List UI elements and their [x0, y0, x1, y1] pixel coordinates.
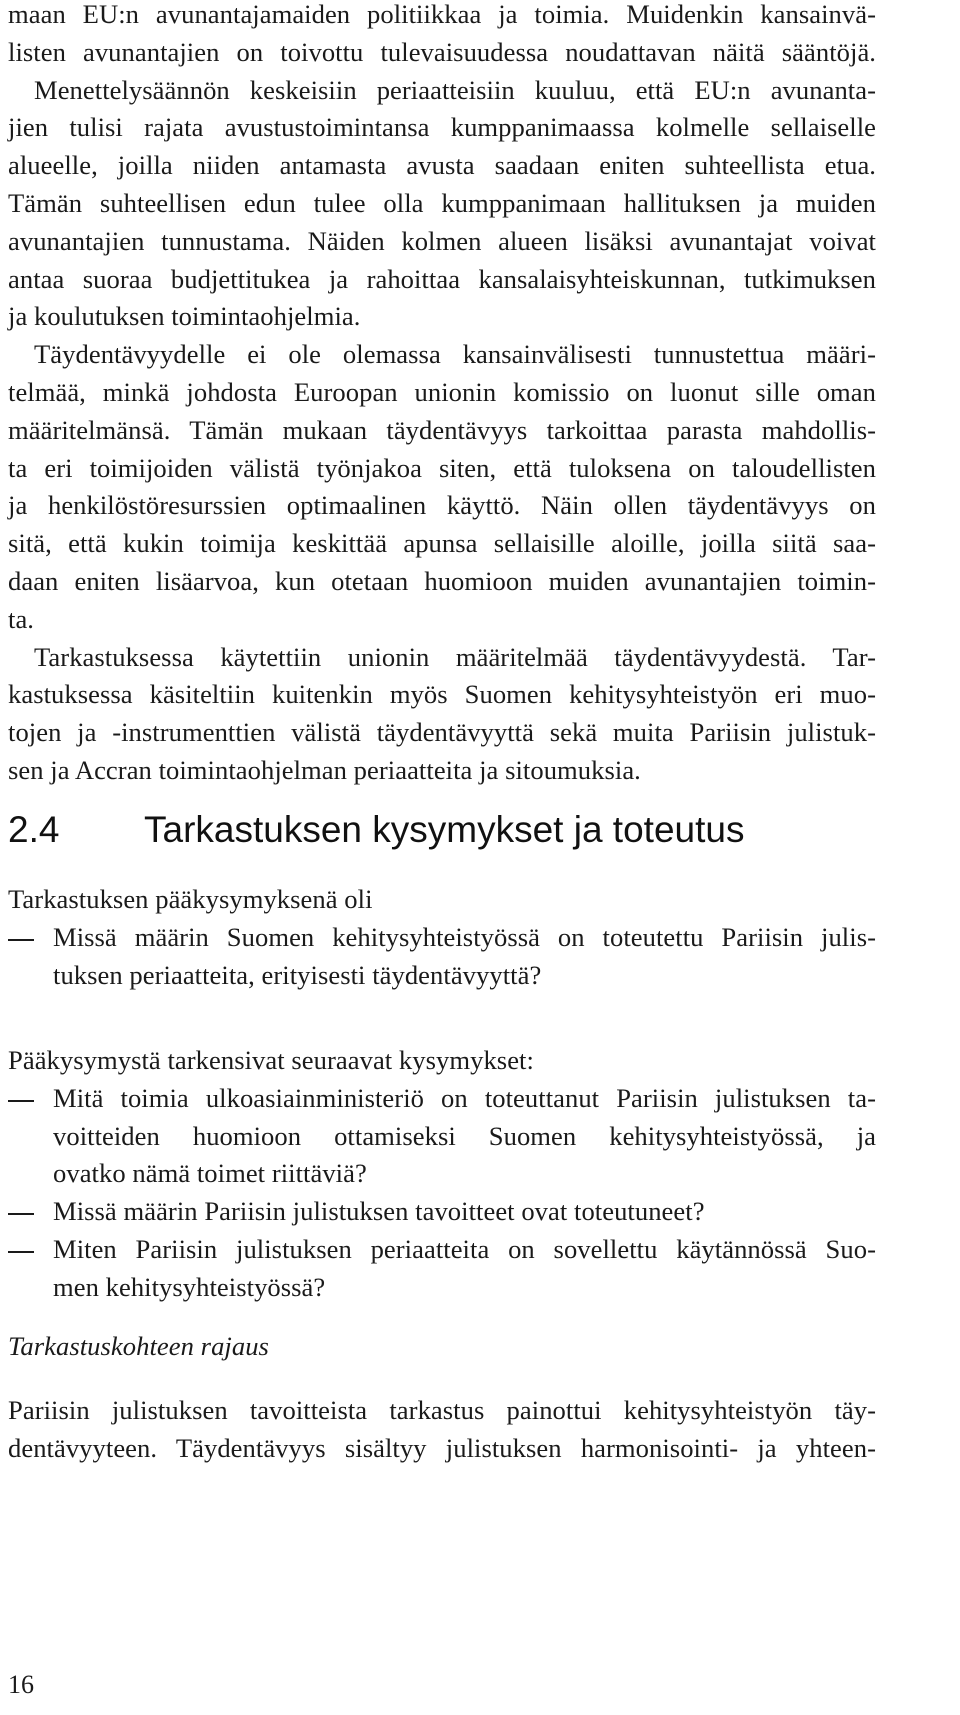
text-line: ta eri toimijoiden välistä työnjakoa siten, että tuloksena on taloudellisten: [8, 452, 876, 483]
text-line: ta.: [8, 603, 34, 634]
list-item: [8, 1231, 876, 1307]
text-line: avunantajien tunnustama. Näiden kolmen alueen lisäksi avunantajat voivat: [8, 225, 876, 256]
text-line: telmää, minkä johdosta Euroopan unionin komissio on luonut sille oman: [8, 376, 876, 407]
paragraph-intro: [8, 0, 876, 336]
text-line: antaa suoraa budjettitukea ja rahoittaa kansalaisyhteiskunnan, tutkimuksen: [8, 263, 876, 294]
scope-block: [8, 1328, 876, 1467]
main-question-lead: Tarkastuksen pääkysymyksenä oli: [8, 884, 373, 914]
text-line: ja henkilöstöresurssien optimaalinen käyttö. Näin ollen täydentävyys on: [8, 490, 876, 521]
text-line: Menettelysäännön keskeisiin periaatteisiin kuuluu, että EU:n avunanta-: [34, 74, 876, 105]
text-line: Tämän suhteellisen edun tulee olla kumppanimaan hallituksen ja muiden: [8, 187, 876, 218]
dash-bullet-icon: [8, 1100, 34, 1102]
sub-questions-lead: Pääkysymystä tarkensivat seuraavat kysymykset:: [8, 1045, 534, 1075]
text-line: Missä määrin Suomen kehitysyhteistyössä on toteutettu Pariisin julis-: [53, 921, 876, 952]
scope-title: Tarkastuskohteen rajaus: [8, 1331, 269, 1361]
text-line: ja koulutuksen toimintaohjelmia.: [8, 301, 361, 332]
text-line: määritelmänsä. Tämän mukaan täydentävyys tarkoittaa parasta mahdollis-: [8, 414, 876, 445]
paragraph-complementarity: [8, 336, 876, 638]
text-line: tojen ja -instrumenttien välistä täydentävyyttä sekä muita Pariisin julistuk-: [8, 717, 876, 748]
list-item: [8, 919, 876, 995]
text-line: Mitä toimia ulkoasiainministeriö on toteuttanut Pariisin julistuksen ta-: [53, 1082, 876, 1113]
page-number: 16: [8, 1670, 34, 1699]
section-heading: [8, 800, 744, 860]
dash-bullet-icon: [8, 1251, 34, 1253]
section-title: Tarkastuksen kysymykset ja toteutus: [144, 809, 745, 850]
dash-bullet-icon: [8, 1213, 34, 1215]
text-line: Missä määrin Pariisin julistuksen tavoitteet ovat toteutuneet?: [53, 1196, 705, 1227]
text-line: Miten Pariisin julistuksen periaatteita on sovellettu käytännössä Suo-: [53, 1233, 876, 1264]
text-line: maan EU:n avunantajamaiden politiikkaa ja toimia. Muidenkin kansainvä-: [8, 0, 876, 29]
main-question-block: [8, 881, 876, 994]
text-line: Tarkastuksessa käytettiin unionin määritelmää täydentävyydestä. Tar-: [34, 641, 876, 672]
text-line: sen ja Accran toimintaohjelman periaatteita ja sitoumuksia.: [8, 754, 641, 785]
text-line: ovatko nämä toimet riittäviä?: [53, 1158, 367, 1189]
dash-bullet-icon: [8, 939, 34, 941]
text-line: Täydentävyydelle ei ole olemassa kansainvälisesti tunnustettua määri-: [34, 339, 876, 370]
text-line: Pariisin julistuksen tavoitteista tarkastus painottui kehitysyhteistyön täy-: [8, 1394, 876, 1425]
text-line: kastuksessa käsiteltiin kuitenkin myös Suomen kehitysyhteistyön eri muo-: [8, 679, 876, 710]
text-line: sitä, että kukin toimija keskittää apunsa sellaisille aloille, joilla siitä saa-: [8, 528, 876, 559]
text-line: jien tulisi rajata avustustoimintansa kumppanimaassa kolmelle sellaiselle: [8, 112, 876, 143]
text-line: listen avunantajien on toivottu tulevaisuudessa noudattavan näitä sääntöjä.: [8, 36, 876, 67]
section-number: 2.4: [8, 809, 60, 850]
list-item: [8, 1193, 876, 1231]
text-line: voitteiden huomioon ottamiseksi Suomen kehitysyhteistyössä, ja: [53, 1120, 876, 1151]
text-line: alueelle, joilla niiden antamasta avusta saadaan eniten suhteellista etua.: [8, 150, 876, 181]
list-item: [8, 1080, 876, 1193]
text-line: daan eniten lisäarvoa, kun otetaan huomioon muiden avunantajien toimin-: [8, 565, 876, 596]
text-line: men kehitysyhteistyössä?: [53, 1271, 326, 1302]
paragraph-audit-definition: [8, 639, 876, 790]
body-text: [8, 0, 876, 790]
sub-questions-block: [8, 1042, 876, 1307]
text-line: tuksen periaatteita, erityisesti täydentävyyttä?: [53, 959, 542, 990]
text-line: dentävyyteen. Täydentävyys sisältyy julistuksen harmonisointi- ja yhteen-: [8, 1432, 876, 1463]
